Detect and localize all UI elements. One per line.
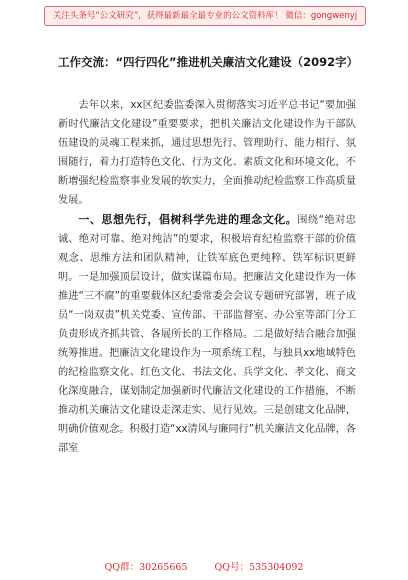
header-banner: 关注头条号“公文研究”，获得最新最全最专业的公文资料库！ 微信：gongwenyj xyxy=(44,6,366,26)
intro-paragraph: 去年以来，xx区纪委监委深入贯彻落实习近平总书记“要加强新时代廉洁文化建设”重要要求，把机关廉洁文化建设作为干部队伍建设的灵魂工程来抓，通过思想先行、管理助行、能力相行、氛围随行，着力打造特色文化、行为文化、素质文化和环境文化，不断增强纪检监察事业发展的软实力，全面推动纪检监察工作高质量发展。 xyxy=(58,100,356,206)
footer-contact xyxy=(0,559,408,573)
document-title: 工作交流：“四行四化”推进机关廉洁文化建设（2092字） xyxy=(58,55,359,69)
document-body xyxy=(58,96,356,458)
qq-number: QQ号：535304092 xyxy=(214,562,304,573)
qq-group: QQ群：30265665 xyxy=(104,562,188,573)
section-text: 围绕“绝对忠诚、绝对可靠、绝对纯洁”的要求，积极培育纪检监察干部的价值观念、思维方法和团队精神，让铁军底色更纯粹、铁军标识更鲜明。一是加强顶层设计，做实谋篇布局。把廉洁文化建设作为一体推进“三不腐”的重要载体区纪委常委会会议专题研究部署，班子成员“一岗双责”机关党委、宣传部、干部监督室、办公室等部门分工负责形成齐抓共管、各展所长的工作格局。二是做好结合融合加强统筹推进。把廉洁文化建设作为一项系统工程，与独具xx地域特色的纪检监察文化、红色文化、书法文化、兵学文化、孝文化、商文化深度融合，谋划制定加强新时代廉洁文化建设的工作措施，不断推动机关廉洁文化建设走深走实、见行见效。三是创建文化品牌，明确价值观念。积极打造“xx清风与廉同行”机关廉洁文化品牌，各部室 xyxy=(58,215,356,454)
section-heading: 一、思想先行，倡树科学先进的理念文化。 xyxy=(78,213,298,226)
section-paragraph xyxy=(58,210,356,458)
